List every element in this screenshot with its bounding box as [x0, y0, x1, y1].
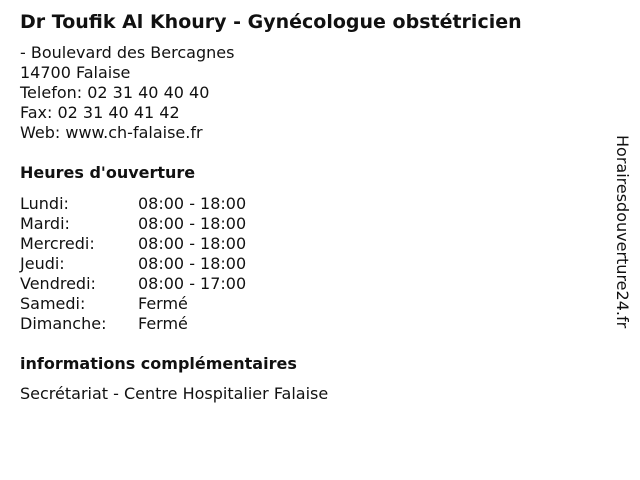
day-hours: 08:00 - 18:00: [138, 254, 247, 273]
day-label: Dimanche:: [20, 314, 107, 333]
day-hours: 08:00 - 18:00: [138, 194, 247, 213]
fax-number: Fax: 02 31 40 41 42: [20, 103, 180, 122]
day-hours: 08:00 - 18:00: [138, 214, 247, 233]
day-hours: Fermé: [138, 314, 188, 333]
day-label: Vendredi:: [20, 274, 96, 293]
hours-row-saturday: [20, 294, 600, 314]
phone-number: Telefon: 02 31 40 40 40: [20, 83, 210, 102]
day-label: Lundi:: [20, 194, 69, 213]
listing-card: [20, 10, 600, 404]
day-label: Jeudi:: [20, 254, 65, 273]
street-address: - Boulevard des Bercagnes: [20, 43, 235, 62]
hours-row-monday: [20, 194, 600, 214]
hours-table: [20, 194, 600, 334]
hours-row-tuesday: [20, 214, 600, 234]
site-watermark: Horairesdouverture24.fr: [613, 135, 632, 329]
day-hours: 08:00 - 18:00: [138, 234, 247, 253]
hours-heading: Heures d'ouverture: [20, 163, 196, 182]
day-label: Samedi:: [20, 294, 86, 313]
hours-row-thursday: [20, 254, 600, 274]
day-hours: Fermé: [138, 294, 188, 313]
hours-row-sunday: [20, 314, 600, 334]
info-text: Secrétariat - Centre Hospitalier Falaise: [20, 384, 329, 403]
page-title: Dr Toufik Al Khoury - Gynécologue obstétricien: [20, 11, 522, 33]
day-hours: 08:00 - 17:00: [138, 274, 247, 293]
address-block: [20, 43, 600, 143]
city: 14700 Falaise: [20, 63, 131, 82]
day-label: Mercredi:: [20, 234, 95, 253]
website-link[interactable]: Web: www.ch-falaise.fr: [20, 123, 203, 142]
hours-row-wednesday: [20, 234, 600, 254]
hours-row-friday: [20, 274, 600, 294]
day-label: Mardi:: [20, 214, 70, 233]
info-heading: informations complémentaires: [20, 354, 297, 373]
